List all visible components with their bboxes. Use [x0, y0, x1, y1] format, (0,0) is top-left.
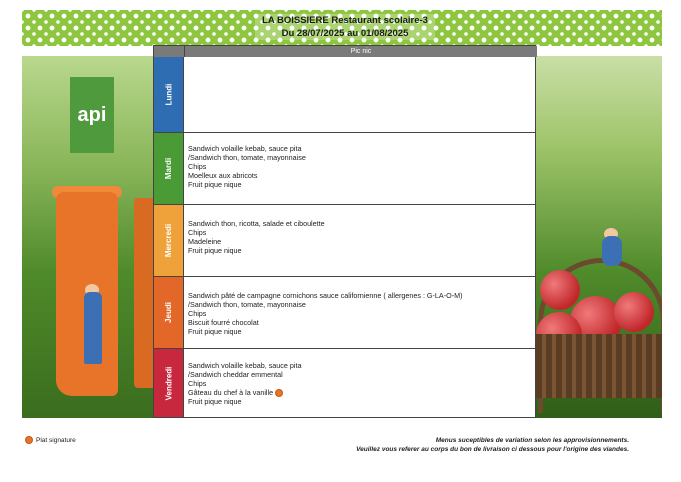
basket-body — [536, 334, 662, 398]
day-label-jeudi — [154, 277, 184, 348]
menu-item: Fruit pique nique — [188, 180, 242, 189]
day-name: Jeudi — [164, 302, 173, 323]
menu-item: Moelleux aux abricots — [188, 171, 258, 180]
menu-item: Fruit pique nique — [188, 327, 242, 336]
menu-item: Chips — [188, 379, 207, 388]
day-row-vendredi — [154, 348, 535, 417]
day-label-mardi — [154, 133, 184, 204]
menu-item: Gâteau du chef à la vanille — [188, 388, 274, 397]
menu-item: Fruit pique nique — [188, 246, 242, 255]
day-row-jeudi — [154, 276, 535, 348]
menu-item: Biscuit fourré chocolat — [188, 318, 259, 327]
menu-items-jeudi — [188, 291, 462, 336]
restaurant-name: LA BOISSIERE Restaurant scolaire-3 — [255, 14, 435, 27]
day-name: Lundi — [164, 83, 173, 106]
api-logo: api — [70, 77, 114, 153]
footer-note — [329, 436, 629, 454]
orange-boot-back — [134, 198, 153, 388]
boots-photo — [22, 56, 153, 418]
menu-items-mardi — [188, 144, 306, 189]
menu-item: Chips — [188, 162, 207, 171]
menu-item: /Sandwich thon, tomate, mayonnaise — [188, 153, 306, 162]
menu-item: Sandwich thon, ricotta, salade et ciboulette — [188, 219, 325, 228]
signature-dish-icon — [25, 436, 33, 444]
menu-item: Sandwich volaille kebab, sauce pita — [188, 361, 302, 370]
menu-item: Sandwich pâté de campagne cornichons sauce californienne ( allergenes : G-LA-O-M) — [188, 291, 463, 300]
weekly-menu-table — [153, 45, 536, 418]
day-label-vendredi — [154, 349, 184, 417]
signature-dish-icon — [275, 389, 283, 397]
note-line: Veuillez vous referer au corps du bon de livraison ci dessous pour l'origine des viandes. — [356, 446, 629, 453]
day-name: Vendredi — [164, 366, 174, 400]
apple-basket-photo — [536, 56, 662, 418]
menu-items-vendredi — [188, 361, 301, 406]
menu-item: Chips — [188, 228, 207, 237]
child-figure — [84, 292, 102, 364]
signature-legend — [25, 436, 76, 444]
note-line: Menus suceptibles de variation selon les approvisionnements. — [435, 437, 629, 444]
menu-item: Chips — [188, 309, 207, 318]
menu-item: Madeleine — [188, 237, 222, 246]
day-row-lundi — [154, 57, 535, 132]
legend-label: Plat signature — [36, 436, 76, 444]
day-name: Mardi — [164, 157, 173, 180]
day-row-mercredi — [154, 204, 535, 276]
menu-items-mercredi — [188, 219, 325, 255]
menu-item: /Sandwich thon, tomate, mayonnaise — [188, 300, 306, 309]
day-name: Mercredi — [164, 223, 174, 258]
menu-title — [255, 14, 435, 40]
menu-item: /Sandwich cheddar emmental — [188, 370, 283, 379]
menu-item: Sandwich volaille kebab, sauce pita — [188, 144, 302, 153]
climbing-child — [602, 236, 622, 266]
date-range: Du 28/07/2025 au 01/08/2025 — [255, 27, 435, 40]
apple — [540, 270, 580, 310]
day-label-mercredi — [154, 205, 184, 276]
day-row-mardi — [154, 132, 535, 204]
apple — [614, 292, 654, 332]
day-label-lundi — [154, 57, 184, 132]
column-header: Pic nic — [184, 46, 537, 57]
menu-item: Fruit pique nique — [188, 397, 242, 407]
header-corner — [154, 46, 184, 57]
menu-item-signature — [188, 388, 301, 397]
